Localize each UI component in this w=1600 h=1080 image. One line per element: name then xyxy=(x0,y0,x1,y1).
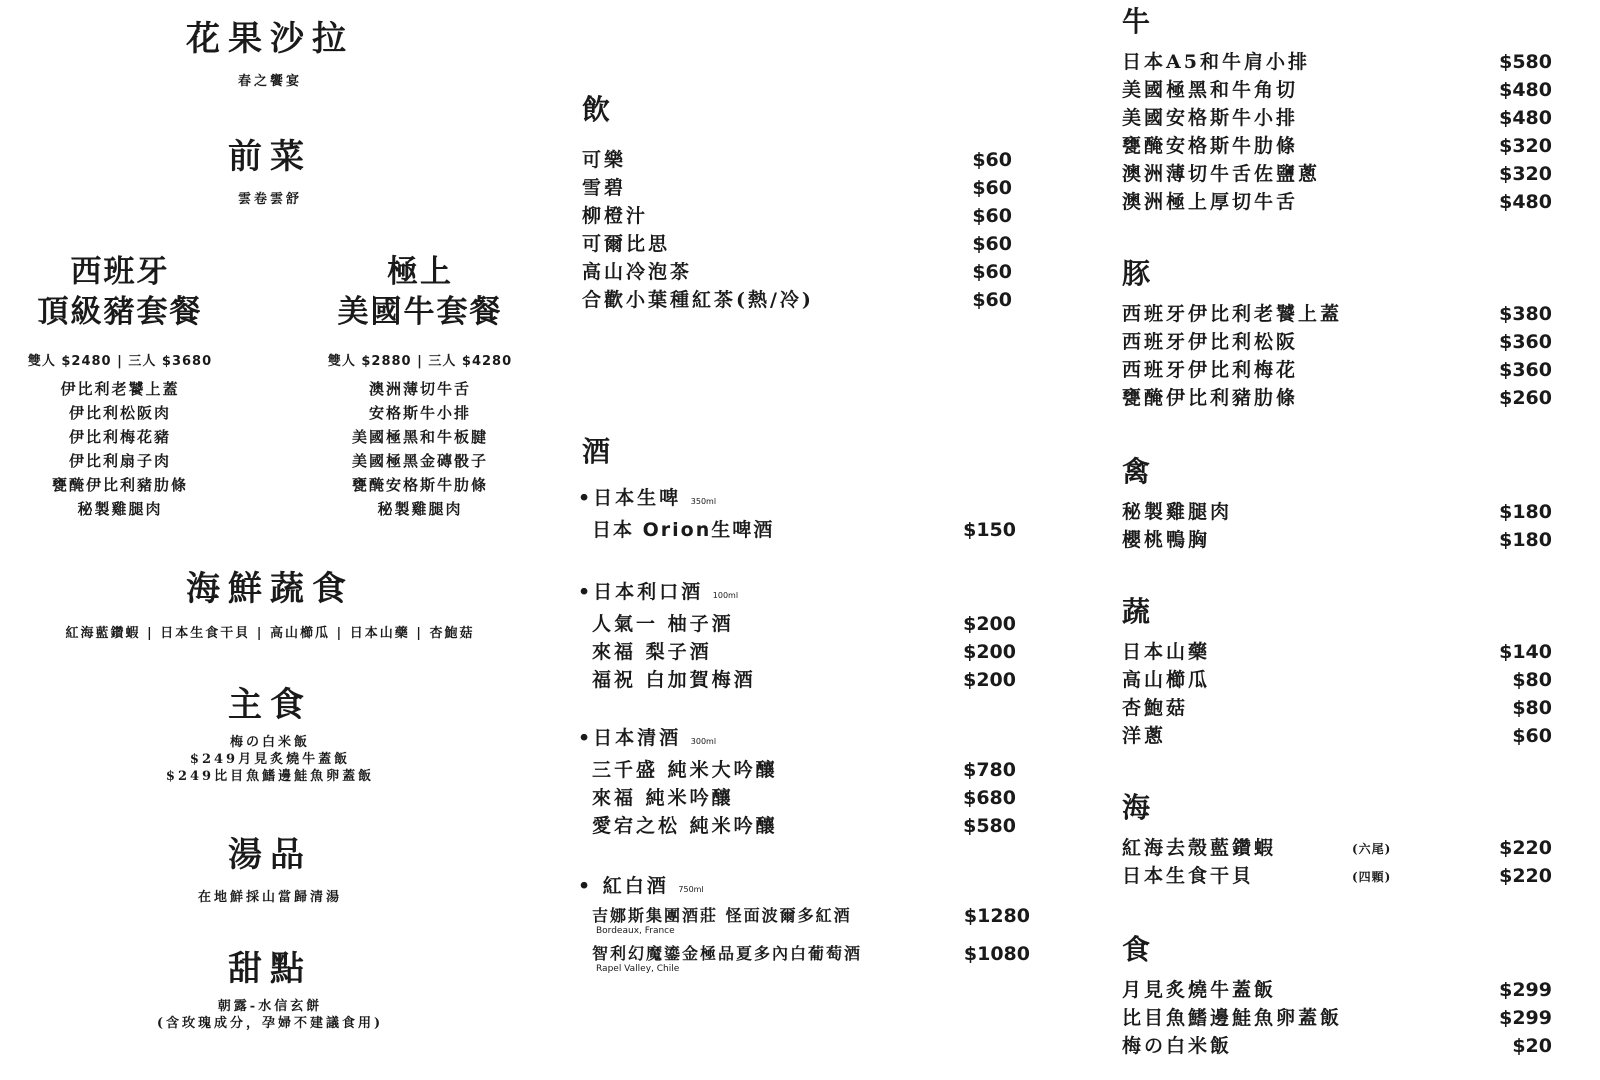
menu-row xyxy=(1122,132,1552,160)
alcohol-row xyxy=(578,666,1016,694)
item-name: 美國安格斯牛小排 xyxy=(1122,107,1299,129)
menu-row xyxy=(1122,1032,1552,1060)
alcohol-row xyxy=(578,516,1016,544)
alcohol-row xyxy=(578,756,1016,784)
rice-heading: 食 xyxy=(1122,933,1151,966)
starter-section xyxy=(160,137,380,207)
item-name: 吉娜斯集團酒莊 怪面波爾多紅酒 xyxy=(592,906,852,925)
menu-row xyxy=(1122,328,1552,356)
starter-title: 前菜 xyxy=(228,137,312,177)
item-price: $1080 xyxy=(963,943,1030,965)
item-price: $480 xyxy=(1499,79,1552,101)
menu-row xyxy=(1122,188,1552,216)
menu-row xyxy=(1122,666,1552,694)
item-price: $60 xyxy=(972,205,1012,227)
category-volume: 300ml xyxy=(690,737,717,746)
beef-set xyxy=(310,252,530,521)
category-name: • 紅白酒 xyxy=(578,875,669,897)
item-name: 雪碧 xyxy=(582,177,627,199)
rice-list xyxy=(1122,976,1552,1060)
beef-heading: 牛 xyxy=(1122,5,1151,38)
category-name: •日本利口酒 xyxy=(578,581,704,603)
main-dish-line: 梅の白米飯 xyxy=(229,735,310,750)
item-price: $360 xyxy=(1499,359,1552,381)
soup-subtitle: 在地鮮採山當歸清湯 xyxy=(197,890,342,905)
item-name: 美國極黑和牛角切 xyxy=(1122,79,1299,101)
item-price: $200 xyxy=(963,641,1016,663)
poultry-list xyxy=(1122,498,1552,554)
item-name: 澳洲極上厚切牛舌 xyxy=(1122,191,1299,213)
pork-list xyxy=(1122,300,1552,412)
item-name: 愛宕之松 純米吟釀 xyxy=(592,815,778,837)
menu-row xyxy=(1122,976,1552,1004)
menu-row xyxy=(1122,1004,1552,1032)
alcohol-group-sake xyxy=(578,724,1016,840)
drinks-heading: 飲 xyxy=(582,93,611,126)
item-name: 高山櫛瓜 xyxy=(1122,669,1211,691)
seafood-list xyxy=(1122,834,1552,890)
item-name: 日本 Orion生啤酒 xyxy=(592,519,775,541)
seafood-title: 海鮮蔬食 xyxy=(186,569,354,609)
item-price: $180 xyxy=(1499,529,1552,551)
item-price: $80 xyxy=(1512,697,1552,719)
beef-set-item: 安格斯牛小排 xyxy=(368,404,471,422)
beef-set-price: 雙人 $2880 | 三人 $4280 xyxy=(327,354,513,369)
seafood-section xyxy=(10,569,530,641)
alcohol-row xyxy=(578,638,1016,666)
item-price: $220 xyxy=(1499,837,1552,859)
alcohol-row xyxy=(578,812,1016,840)
alcohol-group-beer xyxy=(578,484,1016,544)
beef-set-title-line1: 極上 xyxy=(387,254,453,290)
item-price: $299 xyxy=(1499,979,1552,1001)
item-name: 甕醃安格斯牛肋條 xyxy=(1122,135,1299,157)
beef-set-title-line2: 美國牛套餐 xyxy=(337,294,503,330)
main-dish-line: $249比目魚鰭邊鮭魚卵蓋飯 xyxy=(165,769,375,784)
menu-row xyxy=(1122,384,1552,412)
item-price: $360 xyxy=(1499,331,1552,353)
item-name: 月見炙燒牛蓋飯 xyxy=(1122,979,1277,1001)
starter-subtitle: 雲卷雲舒 xyxy=(237,192,302,207)
item-name: 福祝 白加賀梅酒 xyxy=(592,669,756,691)
menu-row xyxy=(1122,862,1552,890)
beef-set-item: 美國極黑和牛板腱 xyxy=(351,428,488,446)
menu-row xyxy=(1122,638,1552,666)
alcohol-group-wine xyxy=(578,872,1030,974)
pork-set-item: 伊比利松阪肉 xyxy=(68,404,171,422)
menu-row xyxy=(1122,356,1552,384)
alcohol-group-liqueur xyxy=(578,578,1016,694)
item-price: $580 xyxy=(963,815,1016,837)
item-price: $320 xyxy=(1499,135,1552,157)
drinks-list xyxy=(582,146,1012,314)
beef-set-item: 甕醃安格斯牛肋條 xyxy=(351,476,488,494)
seafood-subtitle: 紅海藍鑽蝦 | 日本生食干貝 | 高山櫛瓜 | 日本山藥 | 杏鮑菇 xyxy=(65,626,475,641)
menu-row xyxy=(1122,48,1552,76)
item-name: 甕醃伊比利豬肋條 xyxy=(1122,387,1299,409)
item-price: $299 xyxy=(1499,1007,1552,1029)
menu-row xyxy=(1122,160,1552,188)
menu-row xyxy=(1122,498,1552,526)
vegetable-heading: 蔬 xyxy=(1122,595,1151,628)
pork-set-item: 秘製雞腿肉 xyxy=(77,500,163,518)
menu-row xyxy=(1122,104,1552,132)
category-volume: 750ml xyxy=(678,885,704,894)
salad-section xyxy=(160,19,380,89)
item-name: 高山冷泡茶 xyxy=(582,261,693,283)
item-name: 比目魚鰭邊鮭魚卵蓋飯 xyxy=(1122,1007,1343,1029)
item-price: $680 xyxy=(963,787,1016,809)
seafood-heading: 海 xyxy=(1122,791,1151,824)
alcohol-row xyxy=(578,610,1016,638)
item-name: 杏鮑菇 xyxy=(1122,697,1189,719)
item-price: $60 xyxy=(972,261,1012,283)
alcohol-row xyxy=(578,942,1030,966)
item-name-text: 紅海去殼藍鑽蝦 xyxy=(1122,837,1277,859)
item-price: $60 xyxy=(972,289,1012,311)
item-price: $200 xyxy=(963,613,1016,635)
pork-set-item: 伊比利扇子肉 xyxy=(68,452,171,470)
main-dish-section xyxy=(130,685,410,785)
dessert-line: (含玫瑰成分，孕婦不建議食用) xyxy=(156,1016,384,1031)
item-name: 澳洲薄切牛舌佐鹽蔥 xyxy=(1122,163,1321,185)
item-name: 人氣一 柚子酒 xyxy=(592,613,734,635)
item-name: 日本A5和牛肩小排 xyxy=(1122,51,1310,73)
pork-set-item: 伊比利老饕上蓋 xyxy=(60,380,180,398)
pork-set-title-line1: 西班牙 xyxy=(70,254,170,290)
alcohol-heading: 酒 xyxy=(582,435,611,468)
main-dish-title: 主食 xyxy=(228,685,312,725)
item-price: $320 xyxy=(1499,163,1552,185)
beef-set-item: 澳洲薄切牛舌 xyxy=(368,380,471,398)
item-price: $60 xyxy=(972,149,1012,171)
salad-title: 花果沙拉 xyxy=(186,19,354,59)
item-price: $480 xyxy=(1499,107,1552,129)
item-quantity-note: (四顆) xyxy=(1352,870,1392,884)
item-name: 可樂 xyxy=(582,149,627,171)
item-price: $150 xyxy=(963,519,1016,541)
item-name xyxy=(1122,834,1392,862)
item-price: $60 xyxy=(972,177,1012,199)
category-volume: 350ml xyxy=(690,497,717,506)
pork-set-price: 雙人 $2480 | 三人 $3680 xyxy=(27,354,213,369)
item-name: 梅の白米飯 xyxy=(1122,1035,1233,1057)
menu-row xyxy=(1122,722,1552,750)
item-price: $780 xyxy=(963,759,1016,781)
item-name: 秘製雞腿肉 xyxy=(1122,501,1233,523)
item-name: 櫻桃鴨胸 xyxy=(1122,529,1211,551)
item-name: 日本山藥 xyxy=(1122,641,1211,663)
item-name: 智利幻魔鎏金極品夏多內白葡萄酒 xyxy=(592,944,863,963)
alcohol-category xyxy=(578,872,1030,904)
drink-row xyxy=(582,258,1012,286)
item-price: $200 xyxy=(963,669,1016,691)
wine-origin: Bordeaux, France xyxy=(596,926,675,936)
item-name: 洋蔥 xyxy=(1122,725,1167,747)
category-volume: 100ml xyxy=(712,591,739,600)
item-name-text: 日本生食干貝 xyxy=(1122,865,1255,887)
dessert-section xyxy=(110,949,430,1032)
item-name: 來福 梨子酒 xyxy=(592,641,712,663)
item-price: $380 xyxy=(1499,303,1552,325)
item-price: $220 xyxy=(1499,865,1552,887)
menu-row xyxy=(1122,300,1552,328)
item-price: $480 xyxy=(1499,191,1552,213)
item-name: 可爾比思 xyxy=(582,233,671,255)
pork-set-item: 伊比利梅花豬 xyxy=(68,428,171,446)
soup-section xyxy=(160,835,380,905)
item-name: 西班牙伊比利松阪 xyxy=(1122,331,1299,353)
item-price: $20 xyxy=(1512,1035,1552,1057)
drink-row xyxy=(582,174,1012,202)
item-price: $60 xyxy=(1512,725,1552,747)
item-quantity-note: (六尾) xyxy=(1352,842,1392,856)
alcohol-row xyxy=(578,784,1016,812)
menu-row xyxy=(1122,526,1552,554)
item-name: 西班牙伊比利老饕上蓋 xyxy=(1122,303,1343,325)
beef-set-item: 秘製雞腿肉 xyxy=(377,500,463,518)
drink-row xyxy=(582,146,1012,174)
category-name: •日本清酒 xyxy=(578,727,682,749)
beef-set-item: 美國極黑金磚骰子 xyxy=(351,452,488,470)
pork-set xyxy=(10,252,230,521)
vegetable-list xyxy=(1122,638,1552,750)
pork-heading: 豚 xyxy=(1122,257,1151,290)
beef-list xyxy=(1122,48,1552,216)
salad-subtitle: 春之饗宴 xyxy=(237,74,302,89)
poultry-heading: 禽 xyxy=(1122,455,1151,488)
item-name: 西班牙伊比利梅花 xyxy=(1122,359,1299,381)
item-name xyxy=(1122,862,1392,890)
pork-set-title-line2: 頂級豬套餐 xyxy=(37,294,203,330)
item-price: $180 xyxy=(1499,501,1552,523)
dessert-line: 朝露-水信玄餅 xyxy=(217,999,323,1014)
item-price: $580 xyxy=(1499,51,1552,73)
drink-row xyxy=(582,286,1012,314)
menu-row xyxy=(1122,834,1552,862)
alcohol-category xyxy=(578,724,1016,756)
item-price: $1280 xyxy=(963,905,1030,927)
item-price: $260 xyxy=(1499,387,1552,409)
main-dish-line: $249月見炙燒牛蓋飯 xyxy=(189,752,351,767)
menu-row xyxy=(1122,76,1552,104)
item-name: 三千盛 純米大吟釀 xyxy=(592,759,778,781)
item-name: 柳橙汁 xyxy=(582,205,649,227)
pork-set-item: 甕醃伊比利豬肋條 xyxy=(51,476,188,494)
wine-origin: Rapel Valley, Chile xyxy=(596,964,680,974)
drink-row xyxy=(582,230,1012,258)
item-price: $80 xyxy=(1512,669,1552,691)
category-name: •日本生啤 xyxy=(578,487,682,509)
alcohol-row xyxy=(578,904,1030,928)
alcohol-category xyxy=(578,484,1016,516)
item-price: $60 xyxy=(972,233,1012,255)
alcohol-category xyxy=(578,578,1016,610)
item-price: $140 xyxy=(1499,641,1552,663)
drink-row xyxy=(582,202,1012,230)
item-name: 來福 純米吟釀 xyxy=(592,787,734,809)
dessert-title: 甜點 xyxy=(228,949,312,989)
menu-row xyxy=(1122,694,1552,722)
soup-title: 湯品 xyxy=(228,835,312,875)
item-name: 合歡小葉種紅茶(熱/冷) xyxy=(582,289,814,311)
